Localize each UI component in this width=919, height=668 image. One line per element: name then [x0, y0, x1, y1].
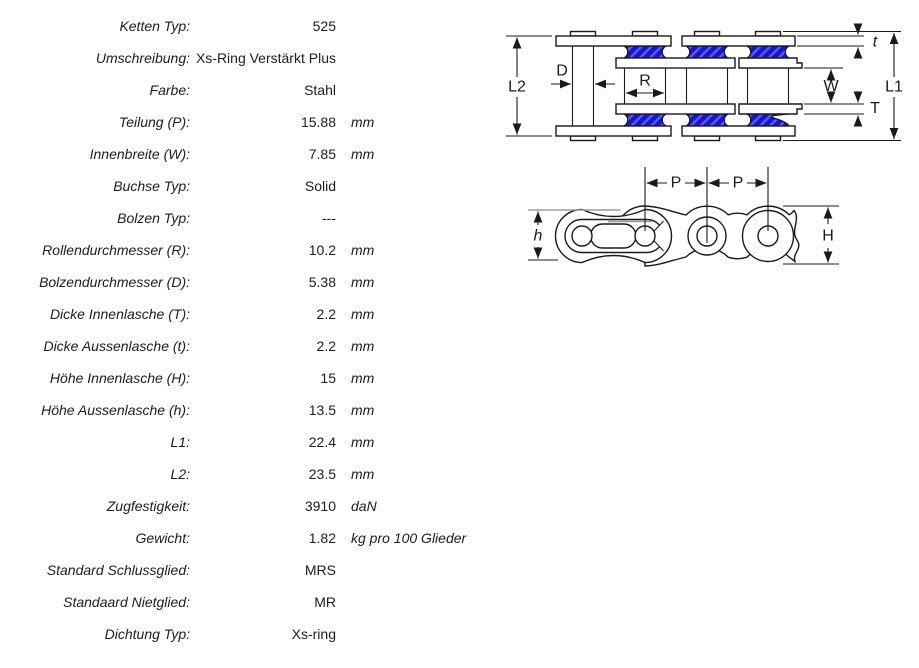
spec-unit: mm — [351, 242, 375, 258]
dim-label-p-right: P — [732, 174, 744, 192]
spec-row — [0, 490, 480, 522]
spec-unit: mm — [351, 466, 375, 482]
spec-row — [0, 394, 480, 426]
spec-unit — [336, 618, 556, 650]
dim-label-r: R — [639, 72, 651, 90]
dim-label-h-inner: H — [822, 227, 834, 245]
spec-unit: mm — [351, 306, 375, 322]
dim-label-d: D — [556, 62, 568, 80]
spec-unit: mm — [351, 402, 375, 418]
spec-label: Buchse Typ: — [113, 178, 190, 194]
dimension-L2 — [506, 36, 552, 136]
spec-label: Dicke Innenlasche (T): — [49, 306, 190, 322]
spec-row — [0, 458, 480, 490]
spec-label: Dichtung Typ: — [104, 626, 190, 642]
spec-value: 15 — [320, 370, 336, 386]
dimension-D — [551, 63, 615, 85]
spec-row — [0, 266, 480, 298]
spec-row — [0, 106, 480, 138]
spec-value: --- — [322, 210, 336, 226]
spec-row — [0, 298, 480, 330]
dim-label-t-outer: t — [872, 33, 878, 51]
spec-value: Xs-ring — [291, 626, 336, 642]
spec-row — [0, 522, 480, 554]
dim-label-h-outer: h — [533, 227, 543, 245]
spec-label: Bolzendurchmesser (D): — [39, 274, 190, 290]
clip-slot — [591, 224, 637, 248]
spec-label: Höhe Aussenlasche (h): — [41, 402, 190, 418]
spec-label: Zugfestigkeit: — [106, 498, 190, 514]
spec-label: Teilung (P): — [118, 114, 190, 130]
spec-label: Innenbreite (W): — [89, 146, 190, 162]
spec-label: Standaard Nietglied: — [63, 594, 190, 610]
dimension-t — [797, 24, 878, 58]
chain-side-view — [528, 167, 839, 266]
spec-value: Stahl — [304, 82, 336, 98]
dim-label-w: W — [823, 78, 839, 95]
spec-unit: mm — [351, 338, 375, 354]
spec-row — [0, 554, 480, 586]
spec-label: Höhe Innenlasche (H): — [49, 370, 190, 386]
spec-value: 22.4 — [308, 434, 336, 450]
spec-unit — [336, 554, 556, 586]
spec-row — [0, 74, 480, 106]
spec-row — [0, 586, 480, 618]
spec-value: 1.82 — [308, 530, 336, 546]
spec-label: Bolzen Typ: — [117, 210, 190, 226]
spec-unit: mm — [351, 146, 375, 162]
spec-label: Ketten Typ: — [119, 18, 190, 34]
spec-value: 13.5 — [308, 402, 336, 418]
chain-technical-drawing — [480, 0, 919, 320]
dimension-W — [804, 68, 864, 104]
spec-value: 2.2 — [316, 306, 336, 322]
spec-label: Standard Schlussglied: — [46, 562, 190, 578]
spec-unit: mm — [351, 274, 375, 290]
spec-row — [0, 234, 480, 266]
spec-row — [0, 10, 480, 42]
spec-row — [0, 426, 480, 458]
spec-table — [0, 10, 480, 650]
spec-row — [0, 202, 480, 234]
spec-label: Gewicht: — [135, 530, 190, 546]
spec-value: Xs-Ring Verstärkt Plus — [195, 50, 336, 66]
spec-value: 15.88 — [300, 114, 336, 130]
spec-row — [0, 362, 480, 394]
spec-label: Umschreibung: — [95, 50, 190, 66]
spec-row — [0, 170, 480, 202]
spec-value: 5.38 — [308, 274, 336, 290]
spec-label: L2: — [170, 466, 190, 482]
spec-unit: kg pro 100 Glieder — [351, 530, 467, 546]
spec-value: 3910 — [304, 498, 336, 514]
spec-unit: mm — [351, 434, 375, 450]
dim-label-l2: L2 — [508, 78, 526, 96]
spec-value: MRS — [304, 562, 336, 578]
spec-label: Dicke Aussenlasche (t): — [43, 338, 190, 354]
spec-unit: daN — [351, 498, 377, 514]
spec-value: 2.2 — [316, 338, 336, 354]
spec-value: 525 — [312, 18, 336, 34]
spec-row — [0, 330, 480, 362]
dim-label-l1: L1 — [885, 78, 903, 96]
spec-value: 23.5 — [308, 466, 336, 482]
spec-value: 7.85 — [308, 146, 336, 162]
spec-label: Rollendurchmesser (R): — [42, 242, 190, 258]
spec-value: Solid — [304, 178, 336, 194]
dimension-T — [804, 93, 880, 126]
spec-unit: mm — [351, 114, 375, 130]
spec-row — [0, 618, 480, 650]
spec-value: 10.2 — [308, 242, 336, 258]
dim-label-p-left: P — [670, 174, 682, 192]
dimension-R — [626, 73, 664, 94]
spec-value: MR — [314, 594, 336, 610]
spec-row — [0, 138, 480, 170]
chain-top-view — [506, 24, 903, 141]
dim-label-t-inner: T — [870, 100, 880, 117]
spec-unit: mm — [351, 370, 375, 386]
spec-label: L1: — [170, 434, 190, 450]
dimension-L1 — [783, 32, 903, 141]
spec-unit — [336, 586, 556, 618]
spec-label: Farbe: — [149, 82, 190, 98]
spec-row — [0, 42, 480, 74]
